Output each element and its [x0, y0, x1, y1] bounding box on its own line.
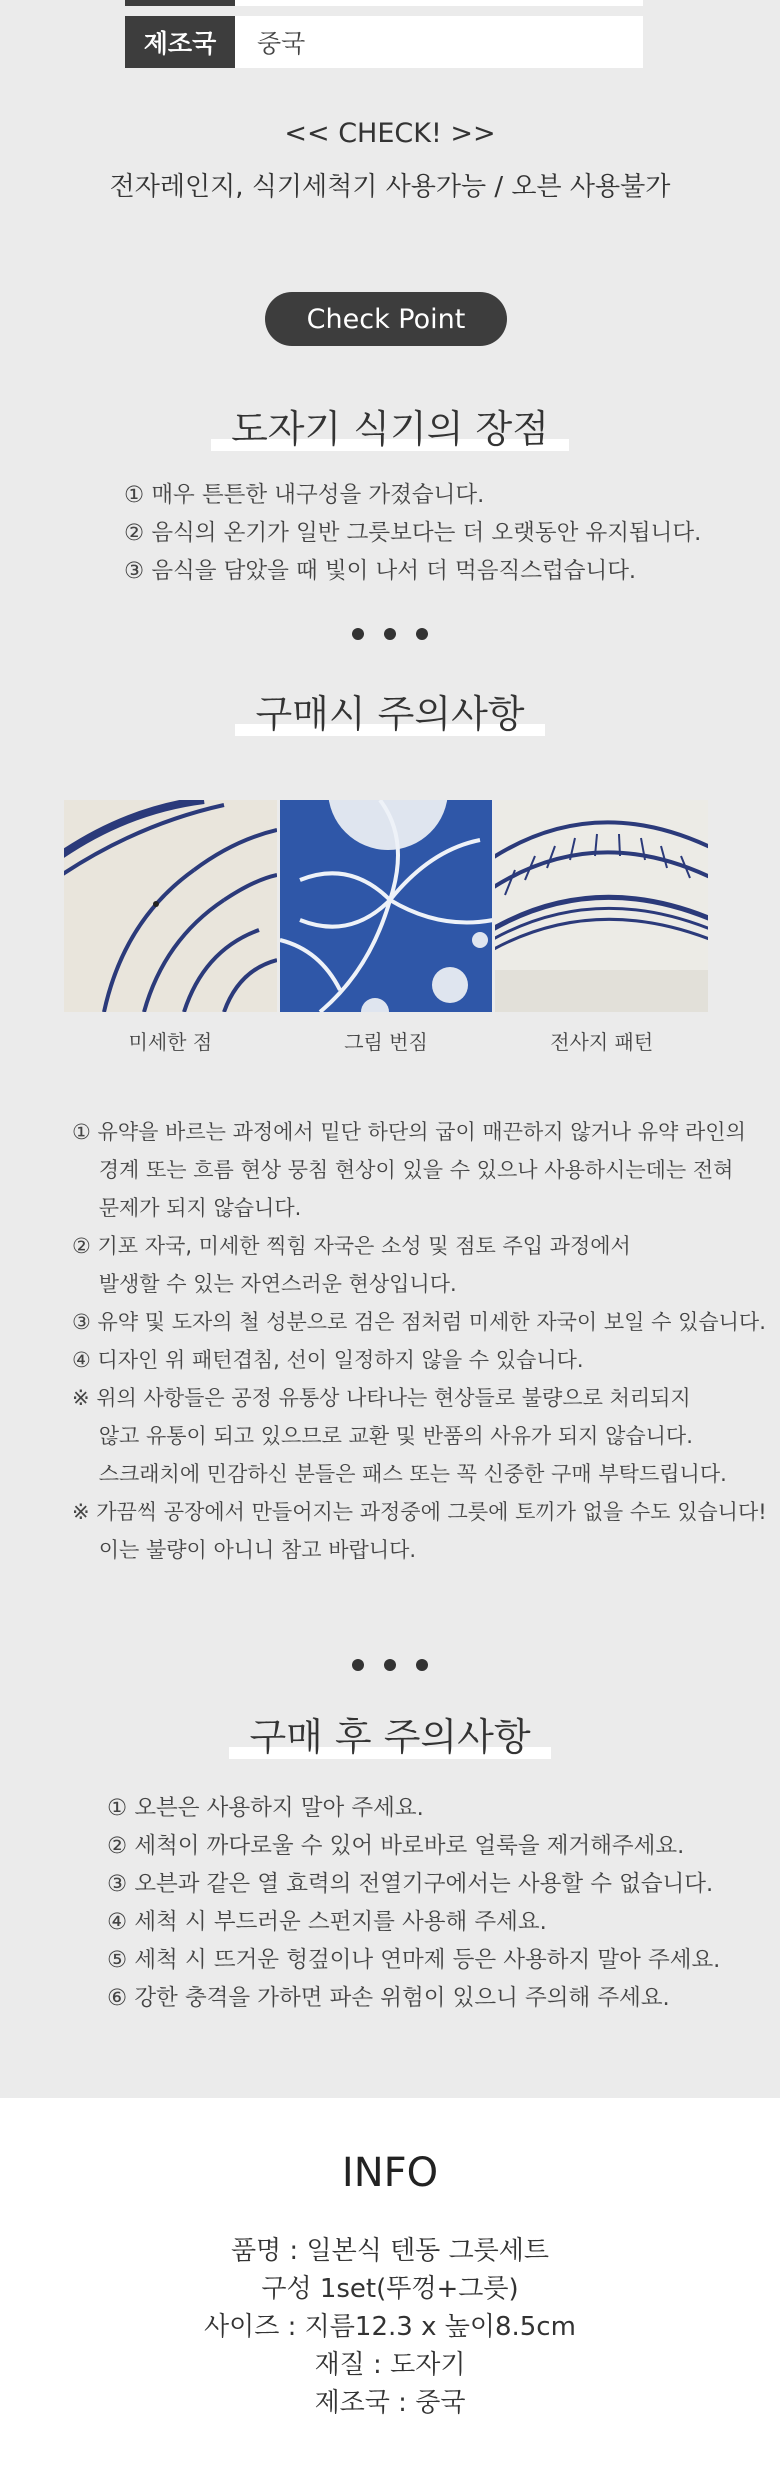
- list-item: 스크래치에 민감하신 분들은 패스 또는 꼭 신중한 구매 부탁드립니다.: [72, 1462, 727, 1486]
- list-item: ※ 위의 사항들은 공정 유통상 나타나는 현상들로 불량으로 처리되지: [72, 1386, 691, 1410]
- list-item: ⑥ 강한 충격을 가하면 파손 위험이 있으니 주의해 주세요.: [107, 1985, 670, 2011]
- list-item: 경계 또는 흐름 현상 뭉침 현상이 있을 수 있으나 사용하시는데는 전혀: [72, 1158, 734, 1182]
- list-item: ⑤ 세척 시 뜨거운 헝겊이나 연마제 등은 사용하지 말아 주세요.: [107, 1947, 721, 1973]
- advantages-list: [124, 476, 701, 590]
- info-title: INFO: [341, 2150, 439, 2196]
- list-item: ② 기포 자국, 미세한 찍힘 자국은 소성 및 점토 주입 과정에서: [72, 1234, 631, 1258]
- photo-ink-bleed: [280, 800, 493, 1012]
- check-subtitle: 전자레인지, 식기세척기 사용가능 / 오븐 사용불가: [109, 172, 671, 202]
- list-item: ② 세척이 까다로울 수 있어 바로바로 얼룩을 제거해주세요.: [107, 1833, 685, 1859]
- list-item: ③ 유약 및 도자의 철 성분으로 검은 점처럼 미세한 자국이 보일 수 있습니다.: [72, 1310, 766, 1334]
- caution-after-list: [107, 1789, 720, 2017]
- list-item: 문제가 되지 않습니다.: [72, 1196, 302, 1220]
- list-item: ④ 세척 시 부드러운 스펀지를 사용해 주세요.: [107, 1909, 547, 1935]
- section-divider-dots: [0, 628, 780, 640]
- list-item: 발생할 수 있는 자연스러운 현상입니다.: [72, 1272, 457, 1296]
- list-item: ① 유약을 바르는 과정에서 밑단 하단의 굽이 매끈하지 않거나 유약 라인의: [72, 1120, 746, 1144]
- info-line: 제조국 : 중국: [314, 2388, 466, 2418]
- caption: 그림 번짐: [344, 1030, 428, 1054]
- caption: 전사지 패턴: [550, 1030, 654, 1054]
- photo-captions: [64, 1026, 708, 1055]
- list-item: ① 매우 튼튼한 내구성을 가졌습니다.: [124, 482, 485, 508]
- info-list: [0, 2232, 780, 2422]
- list-item: ④ 디자인 위 패턴겹침, 선이 일정하지 않을 수 있습니다.: [72, 1348, 584, 1372]
- list-item: ③ 음식을 담았을 때 빛이 나서 더 먹음직스럽습니다.: [124, 558, 637, 584]
- photo-fine-dots: [64, 800, 277, 1012]
- caution-after-heading: 구매 후 주의사항: [0, 1706, 780, 1761]
- info-line: 사이즈 : 지름12.3 x 높이8.5cm: [204, 2312, 576, 2342]
- check-point-badge: Check Point: [265, 292, 507, 346]
- caution-purchase-list: [72, 1113, 767, 1569]
- section-divider-dots: [0, 1659, 780, 1671]
- list-item: ② 음식의 온기가 일반 그릇보다는 더 오랫동안 유지됩니다.: [124, 520, 702, 546]
- spec-label: 제조국: [125, 16, 235, 68]
- info-line: 재질 : 도자기: [314, 2350, 466, 2380]
- list-item: 이는 불량이 아니니 참고 바랍니다.: [72, 1538, 417, 1562]
- defect-photos: [64, 800, 708, 1012]
- check-title: << CHECK! >>: [284, 118, 496, 149]
- photo-decal-pattern: [495, 800, 708, 1012]
- list-item: ※ 가끔씩 공장에서 만들어지는 과정중에 그릇에 토끼가 없을 수도 있습니다!: [72, 1500, 767, 1524]
- list-item: ③ 오븐과 같은 열 효력의 전열기구에서는 사용할 수 없습니다.: [107, 1871, 714, 1897]
- advantages-heading: 도자기 식기의 장점: [0, 398, 780, 453]
- caption: 미세한 점: [128, 1030, 213, 1054]
- list-item: 않고 유통이 되고 있으므로 교환 및 반품의 사유가 되지 않습니다.: [72, 1424, 693, 1448]
- caution-purchase-heading: 구매시 주의사항: [0, 683, 780, 738]
- spec-value: 중국: [235, 16, 643, 68]
- list-item: ① 오븐은 사용하지 말아 주세요.: [107, 1795, 424, 1821]
- spec-table-top-edge: [125, 0, 643, 6]
- info-line: 구성 1set(뚜껑+그릇): [261, 2274, 519, 2304]
- spec-row-origin: [125, 16, 643, 68]
- info-line: 품명 : 일본식 텐동 그릇세트: [230, 2236, 550, 2266]
